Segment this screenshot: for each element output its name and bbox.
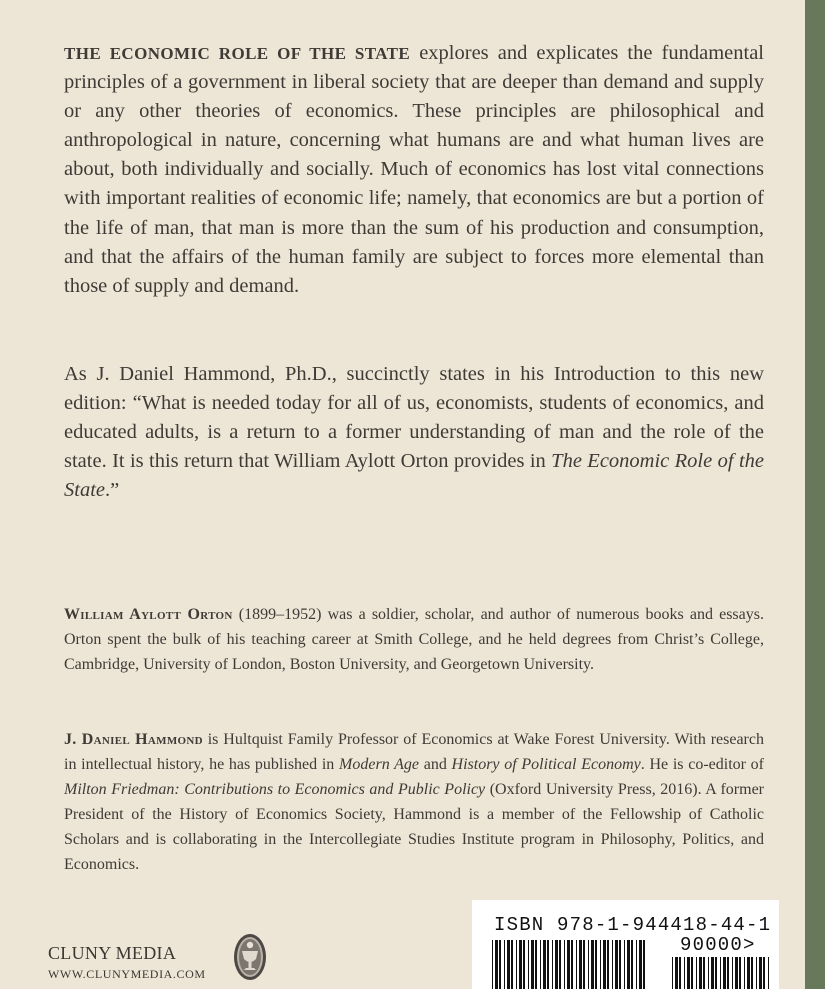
introducer-bio-text-c: . He is co-editor of xyxy=(640,756,765,773)
quote-book-title: The Economic Role of the State xyxy=(64,450,764,502)
publisher-name: CLUNY MEDIA xyxy=(48,943,177,963)
isbn-number: ISBN 978-1-944418-44-1 xyxy=(494,914,772,936)
author-bio xyxy=(64,602,764,677)
introducer-bio-text-b: and xyxy=(419,756,452,773)
quote-text: As J. Daniel Hammond, Ph.D., succinctly states in his Introduction to this new edition: “What is needed today for all of us, economists, students of economics, and educated adults, is a return to a former understanding of man and the role of the state. It is this return that William Aylott Orton provides in xyxy=(64,363,764,473)
author-name: William Aylott Orton xyxy=(64,606,233,623)
quote-end: .” xyxy=(105,479,120,502)
quote-paragraph xyxy=(64,360,764,505)
introducer-bio-text-a: is Hultquist Family Professor of Economics at Wake Forest University. With research in intellectual history, he has published in xyxy=(64,731,764,773)
spine-stripe xyxy=(805,0,825,989)
barcode-bars xyxy=(472,900,779,989)
book-milton-friedman: Milton Friedman: Contributions to Economics and Public Policy xyxy=(64,781,486,798)
chalice-emblem-icon xyxy=(232,932,268,982)
journal-history-political-economy: History of Political Economy xyxy=(451,756,641,773)
description-text: explores and explicates the fundamental principles of a government in liberal society that are deeper than demand and supply or any other theories of economics. These principles are philosophical and anthropological in nature, concerning what humans are and what human lives are about, both individually and socially. Much of economics has lost vital connections with important realities of economic life; namely, that economics are but a portion of the life of man, that man is more than the sum of his production and consumption, and that the affairs of the human family are subject to forces more elemental than those of supply and demand. xyxy=(64,42,765,297)
journal-modern-age: Modern Age xyxy=(339,756,419,773)
introducer-bio-text-d: (Oxford University Press, 2016). A former President of the History of Economics Society, Hammond is a member of the Fellowship of Catholic Scholars and is collaborating in the Intercollegiate Studies Institute program in Philosophy, Politics, and Economics. xyxy=(64,781,765,873)
barcode-box xyxy=(472,900,779,989)
author-bio-text: (1899–1952) was a soldier, scholar, and author of numerous books and essays. Orton spent the bulk of his teaching career at Smith College, and he held degrees from Christ’s College, Cambridge, University of London, Boston University, and Georgetown University. xyxy=(64,606,764,673)
publisher-url: WWW.CLUNYMEDIA.COM xyxy=(48,967,206,981)
introducer-name: J. Daniel Hammond xyxy=(64,731,203,748)
introducer-bio xyxy=(64,727,764,877)
price-code: 90000> xyxy=(680,934,756,956)
book-title-caps: THE ECONOMIC ROLE OF THE STATE xyxy=(64,44,411,63)
description-paragraph xyxy=(64,39,764,301)
